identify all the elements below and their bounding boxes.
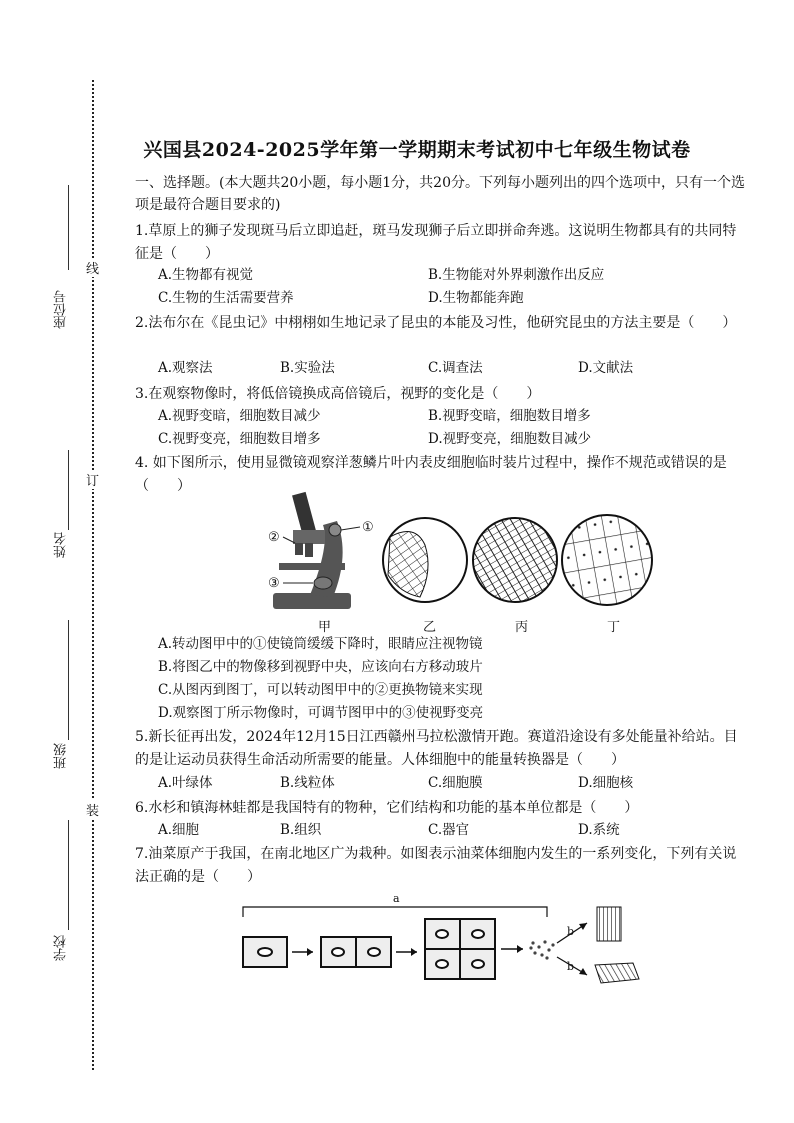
q5-option-a: A.叶绿体 (158, 775, 213, 791)
q4-label-yi: 乙 (423, 620, 437, 635)
q7-label-a: a (393, 892, 400, 905)
question-1-stem: 1.草原上的狮子发现斑马后立即追赶，斑马发现狮子后立即拼命奔逃。这说明生物都具有的共同特征是（ ） (135, 223, 737, 262)
q1-option-b: B.生物能对外界刺激作出反应 (428, 267, 605, 283)
question-2-stem: 2.法布尔在《昆虫记》中栩栩如生地记录了昆虫的本能及习性，他研究昆虫的方法主要是（ ） (135, 315, 737, 331)
question-7-stem: 7.油菜原产于我国，在南北地区广为栽种。如图表示油菜体细胞内发生的一系列变化，下列有关说法正确的是（ ） (135, 846, 737, 885)
q4-option-a: A.转动图甲中的①使镜筒缓缓下降时，眼睛应注视物镜 (158, 636, 483, 652)
q6-option-a: A.细胞 (158, 822, 200, 838)
margin-mark-zhuang: 装 (86, 800, 99, 819)
q1-option-a: A.生物都有视觉 (158, 267, 254, 283)
q4-option-c: C.从图丙到图丁，可以转动图甲中的②更换物镜来实现 (158, 682, 483, 698)
q4-label-jia: 甲 (318, 620, 332, 635)
section-heading: 一、选择题。(本大题共20小题，每小题1分，共20分。下列每小题列出的四个选项中，只有一个选项是最符合题目要求的) (135, 175, 745, 213)
margin-mark-ding: 订 (86, 470, 99, 489)
q2-option-a: A.观察法 (158, 360, 213, 376)
q2-option-c: C.调查法 (428, 360, 483, 376)
q4-callout-3: ③ (268, 576, 280, 591)
q4-option-b: B.将图乙中的物像移到视野中央，应该向右方移动玻片 (158, 659, 483, 675)
q4-microscope-figure (255, 485, 675, 625)
exam-title: 兴国县2024-2025学年第一学期期末考试初中七年级生物试卷 (143, 139, 691, 161)
q4-label-bing: 丙 (515, 620, 529, 635)
question-4-stem: 4. 如下图所示，使用显微镜观察洋葱鳞片叶内表皮细胞临时装片过程中，操作不规范或错误的是（ ） (135, 455, 727, 494)
q7-label-b-upper: b (567, 925, 575, 938)
question-3-stem: 3.在观察物像时，将低倍镜换成高倍镜后，视野的变化是（ ） (135, 386, 541, 402)
q5-option-b: B.线粒体 (280, 775, 335, 791)
q2-option-d: D.文献法 (578, 360, 634, 376)
q6-option-b: B.组织 (280, 822, 322, 838)
margin-mark-line: 线 (86, 258, 99, 277)
q7-cell-diagram (235, 895, 645, 1000)
name-underline (68, 450, 69, 530)
microscope-icon (273, 492, 351, 609)
q6-option-d: D.系统 (578, 822, 620, 838)
q2-option-b: B.实验法 (280, 360, 335, 376)
seat-number-label: 座位号 (54, 290, 69, 329)
name-label: 姓名 (54, 532, 69, 558)
q5-option-d: D.细胞核 (578, 775, 634, 791)
q1-option-c: C.生物的生活需要营养 (158, 290, 294, 306)
q7-label-b-lower: b (567, 960, 575, 973)
q3-option-a: A.视野变暗，细胞数目减少 (158, 408, 321, 424)
q4-option-d: D.观察图丁所示物像时，可调节图甲中的③使视野变亮 (158, 705, 484, 721)
q4-label-ding: 丁 (607, 620, 621, 635)
q4-callout-1: ① (362, 520, 374, 535)
q3-option-b: B.视野变暗，细胞数目增多 (428, 408, 591, 424)
school-label: 学校 (54, 935, 69, 961)
question-6-stem: 6.水杉和镇海林蛙都是我国特有的物种，它们结构和功能的基本单位都是（ ） (135, 800, 639, 816)
q3-option-d: D.视野变亮，细胞数目减少 (428, 431, 592, 447)
class-underline (68, 620, 69, 740)
question-5-stem: 5.新长征再出发，2024年12月15日江西赣州马拉松激情开跑。赛道沿途设有多处能量补给站。目的是让运动员获得生命活动所需要的能量。人体细胞中的能量转换器是（ ） (135, 729, 738, 768)
q3-option-c: C.视野变亮，细胞数目增多 (158, 431, 321, 447)
q6-option-c: C.器官 (428, 822, 470, 838)
seat-underline (68, 185, 69, 270)
q5-option-c: C.细胞膜 (428, 775, 483, 791)
binding-dotted-line (92, 80, 94, 1070)
class-label: 班级 (54, 743, 69, 769)
school-underline (68, 820, 69, 930)
q4-callout-2: ② (268, 530, 280, 545)
q1-option-d: D.生物都能奔跑 (428, 290, 524, 306)
